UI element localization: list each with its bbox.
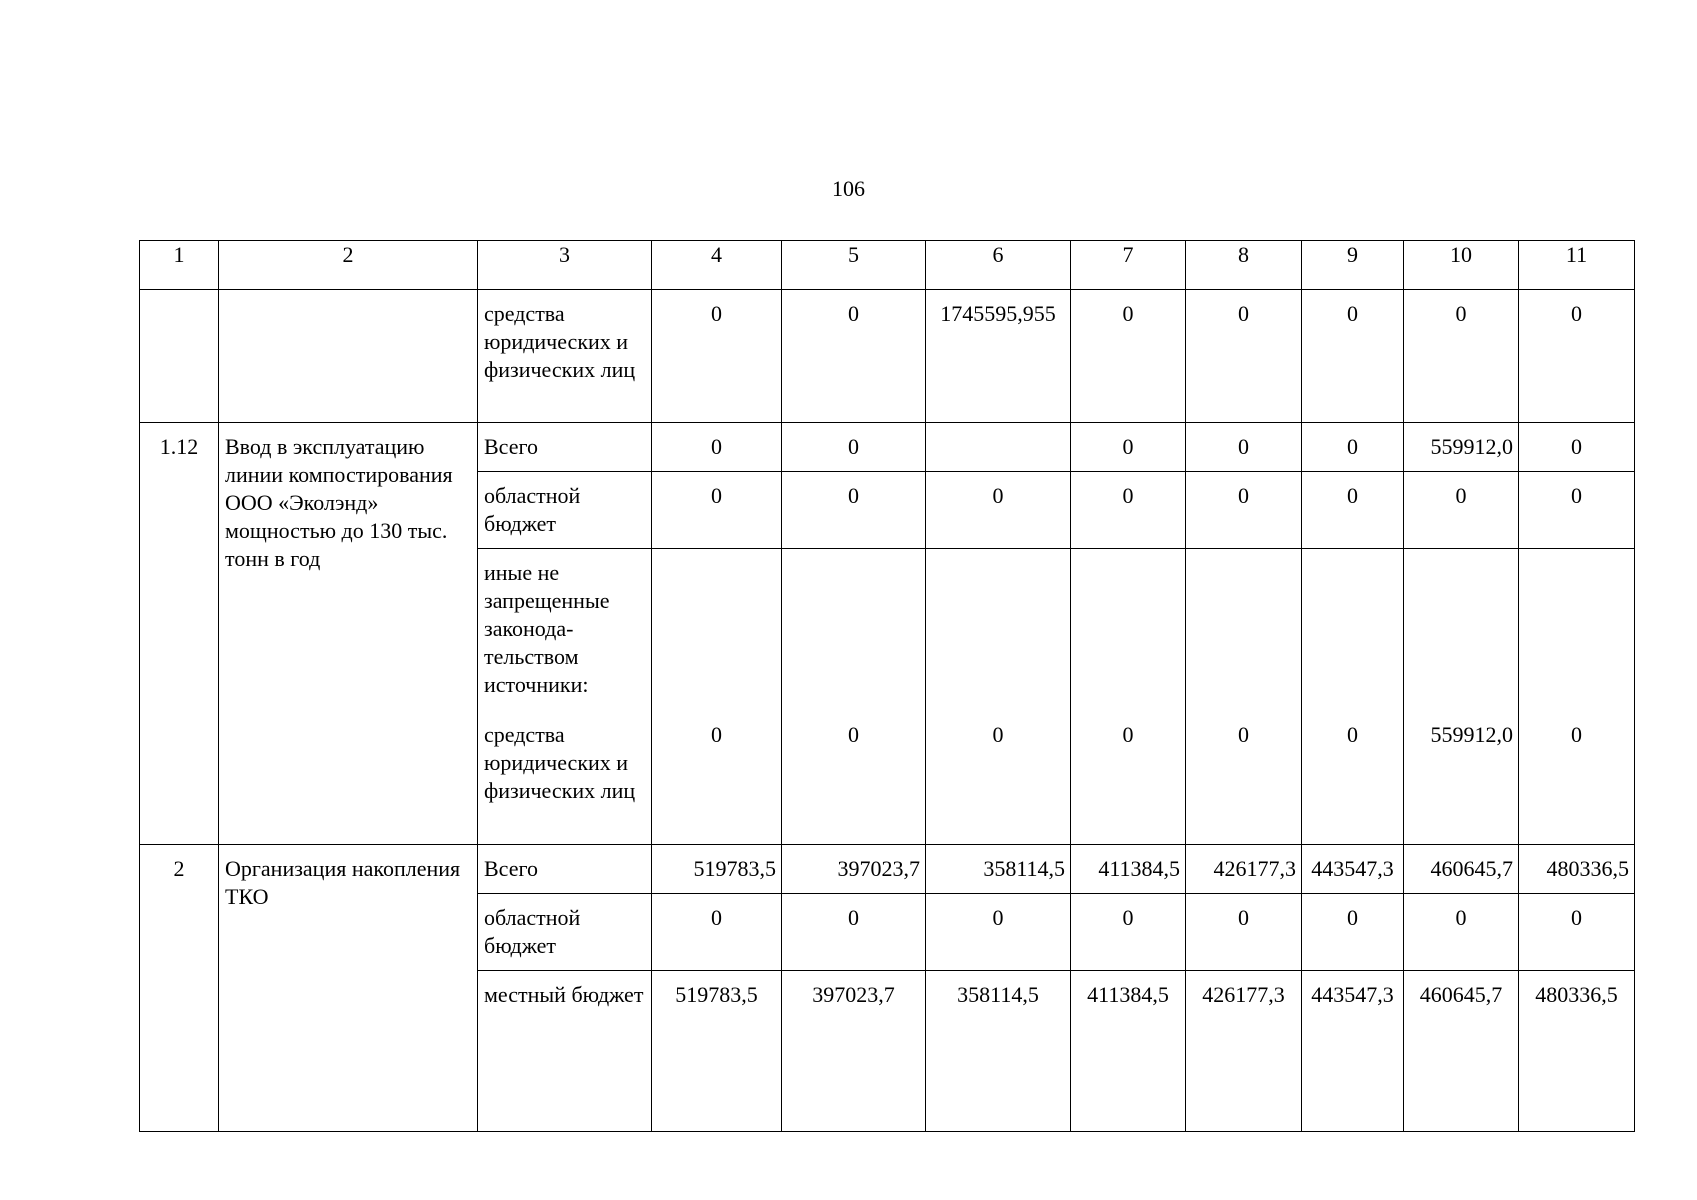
value-cell: 411384,5 bbox=[1071, 971, 1186, 1132]
value-cell: 0 bbox=[1519, 423, 1635, 472]
value-cell: 0 bbox=[1071, 423, 1186, 472]
value-cell: 0 bbox=[1404, 472, 1519, 549]
value-cell: 0 bbox=[652, 894, 782, 971]
value-cell: 480336,5 bbox=[1519, 971, 1635, 1132]
name-cell bbox=[219, 290, 478, 423]
value-cell: 0 bbox=[926, 894, 1071, 971]
value-cell: 0 bbox=[1071, 472, 1186, 549]
value-cell bbox=[926, 423, 1071, 472]
source-cell: областной бюджет bbox=[478, 894, 652, 971]
value-cell: 519783,5 bbox=[652, 845, 782, 894]
sub-source-text: средства юридических и физических лиц bbox=[484, 722, 636, 803]
value-cell: 358114,5 bbox=[926, 971, 1071, 1132]
value-cell: 0 bbox=[782, 472, 926, 549]
value-cell: 0 bbox=[1186, 423, 1302, 472]
value-cell: 559912,0 bbox=[1404, 423, 1519, 472]
header-row bbox=[140, 241, 1635, 290]
value-cell: 0 bbox=[1302, 472, 1404, 549]
source-cell bbox=[478, 549, 652, 845]
header-cell: 3 bbox=[478, 241, 652, 290]
table-row bbox=[140, 845, 1635, 894]
value-cell: 460645,7 bbox=[1404, 845, 1519, 894]
source-cell: средства юридических и физических лиц bbox=[478, 290, 652, 423]
value-cell: 0 bbox=[1404, 290, 1519, 423]
value-cell: 0 bbox=[652, 290, 782, 423]
name-cell: Ввод в эксплуатацию линии компостирования ООО «Эколэнд» мощностью до 130 тыс. тонн в год bbox=[219, 423, 478, 845]
value-cell: 0 bbox=[1519, 549, 1635, 845]
value-cell: 519783,5 bbox=[652, 971, 782, 1132]
header-cell: 8 bbox=[1186, 241, 1302, 290]
source-cell: местный бюджет bbox=[478, 971, 652, 1132]
header-cell: 6 bbox=[926, 241, 1071, 290]
header-cell: 9 bbox=[1302, 241, 1404, 290]
header-cell: 11 bbox=[1519, 241, 1635, 290]
index-cell bbox=[140, 290, 219, 423]
table-row bbox=[140, 423, 1635, 472]
value-cell: 358114,5 bbox=[926, 845, 1071, 894]
value-cell: 0 bbox=[1071, 290, 1186, 423]
header-cell: 4 bbox=[652, 241, 782, 290]
value-cell: 0 bbox=[1519, 472, 1635, 549]
header-cell: 10 bbox=[1404, 241, 1519, 290]
value-cell: 0 bbox=[1302, 423, 1404, 472]
value-cell: 0 bbox=[1302, 549, 1404, 845]
header-cell: 5 bbox=[782, 241, 926, 290]
source-cell: Всего bbox=[478, 423, 652, 472]
value-cell: 426177,3 bbox=[1186, 845, 1302, 894]
value-cell: 397023,7 bbox=[782, 971, 926, 1132]
index-cell: 2 bbox=[140, 845, 219, 1132]
source-text: иные не запрещенные законода-тельством источники: bbox=[484, 560, 610, 697]
value-cell: 559912,0 bbox=[1404, 549, 1519, 845]
value-cell: 0 bbox=[652, 472, 782, 549]
value-cell: 1745595,955 bbox=[926, 290, 1071, 423]
value-cell: 0 bbox=[782, 290, 926, 423]
value-cell: 0 bbox=[926, 472, 1071, 549]
value-cell: 426177,3 bbox=[1186, 971, 1302, 1132]
header-cell: 7 bbox=[1071, 241, 1186, 290]
index-cell: 1.12 bbox=[140, 423, 219, 845]
value-cell: 0 bbox=[1186, 549, 1302, 845]
value-cell: 0 bbox=[1302, 290, 1404, 423]
header-cell: 2 bbox=[219, 241, 478, 290]
source-cell: областной бюджет bbox=[478, 472, 652, 549]
value-cell: 0 bbox=[926, 549, 1071, 845]
page-number: 106 bbox=[832, 176, 865, 201]
value-cell: 0 bbox=[782, 894, 926, 971]
value-cell: 0 bbox=[1186, 472, 1302, 549]
value-cell: 460645,7 bbox=[1404, 971, 1519, 1132]
value-cell: 0 bbox=[1186, 290, 1302, 423]
header-cell: 1 bbox=[140, 241, 219, 290]
value-cell: 0 bbox=[652, 423, 782, 472]
value-cell: 0 bbox=[1186, 894, 1302, 971]
value-cell: 0 bbox=[1404, 894, 1519, 971]
value-cell: 0 bbox=[1071, 549, 1186, 845]
name-cell: Организация накопления ТКО bbox=[219, 845, 478, 1132]
table-row bbox=[140, 290, 1635, 423]
value-cell: 480336,5 bbox=[1519, 845, 1635, 894]
value-cell: 0 bbox=[1519, 894, 1635, 971]
value-cell: 0 bbox=[652, 549, 782, 845]
value-cell: 0 bbox=[1519, 290, 1635, 423]
source-cell: Всего bbox=[478, 845, 652, 894]
value-cell: 0 bbox=[782, 549, 926, 845]
value-cell: 0 bbox=[1071, 894, 1186, 971]
value-cell: 397023,7 bbox=[782, 845, 926, 894]
value-cell: 0 bbox=[782, 423, 926, 472]
value-cell: 443547,3 bbox=[1302, 971, 1404, 1132]
budget-table bbox=[139, 240, 1635, 1132]
value-cell: 0 bbox=[1302, 894, 1404, 971]
value-cell: 411384,5 bbox=[1071, 845, 1186, 894]
value-cell: 443547,3 bbox=[1302, 845, 1404, 894]
